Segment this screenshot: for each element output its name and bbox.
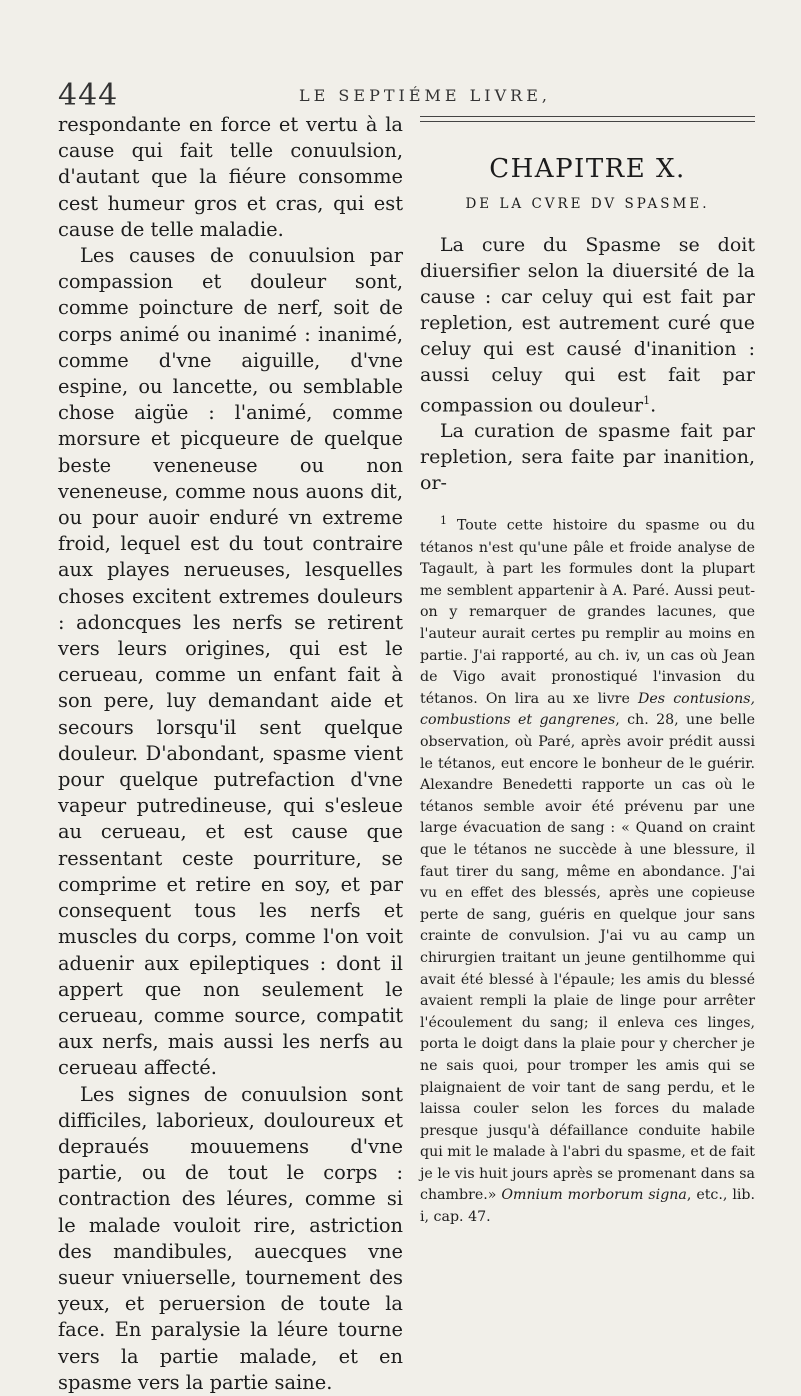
paragraph-continuation: respondante en force et vertu à la cause qui fait telle conuulsion, d'autant que la fiéure consomme cest humeur gros et cras, qui est cause de telle maladie. — [58, 113, 403, 241]
left-column — [58, 112, 403, 1396]
footnote-title-1: Des contusions, combustions et gangrenes — [420, 690, 755, 729]
footnote: $^1$ Toute cette histoire du spasme ou du tétanos n'est qu'une pâle et froide analyse de Tagault, à part les formules dont la plupart me semblent appartenir à A. Paré. Aussi peut-on y remarquer de grandes lacunes, que l'auteur aurait certes pu remplir au moins en partie. J'ai rapporté, au ch. iv, un cas où Jean de Vigo avait pronostiqué l'invasion du tétanos. On lira au xe livre Des contusions, combustions et gangrenes, ch. 28, une belle observation, où Paré, après avoir prédit aussi le tétanos, eut encore le bonheur de le guérir. Alexandre Benedetti rapporte un cas où le tétanos semble avoir été prévenu par une large évacuation de sang : « Quand on craint que le tétanos ne succède à une blessure, il faut tirer du sang, même en abondance. J'ai vu en effet des blessés, après une copieuse perte de sang, guéris en quelque jour sans crainte de convulsion. J'ai vu au camp un chirurgien traitant un jeune gentilhomme qui avait été blessé à l'épaule; les amis du blessé avaient rempli la plaie de linge pour arrêter l'écoulement du sang; il enleva ces linges, porta le doigt dans la plaie pour y chercher je ne sais quoi, pour tromper les amis qui se plaignaient de voir tant de sang perdu, et le laissa couler selon les forces du malade presque jusqu'à défaillance conduite habile qui mit le malade à l'abri du spasme, et de fait je le vis huit jours après se promenant dans sa chambre.» Omnium morborum signa, etc., lib. i, cap. 47. — [420, 514, 755, 1226]
page-number: 444 — [58, 78, 119, 113]
chapter-paragraph-1: La cure du Spasme se doit diuersifier selon la diuersité de la cause : car celuy qui est fait par repletion, est autrement curé que celuy qui est causé d'inanition : aussi celuy qui est fait par compassion ou douleur$^1$. — [420, 234, 755, 417]
right-column — [420, 116, 755, 1229]
paragraph-signs: Les signes de conuulsion sont difficiles, laborieux, douloureux et depraués mouuemens d'vne partie, ou de tout le corps : contraction des léures, comme si le malade vouloit rire, astriction des mandibules, auecques vne sueur vniuerselle, tournement des yeux, et peruersion de toute la face. En paralysie la léure tourne vers la partie malade, et en spasme vers la partie saine. — [58, 1082, 403, 1394]
paragraph-causes: Les causes de conuulsion par compassion et douleur sont, comme poincture de nerf, soit de corps animé ou inanimé : inanimé, comme d'vne aiguille, d'vne espine, ou lancette, ou semblable chose aigüe : l'animé, comme morsure et picqueure de quelque beste veneneuse ou non veneneuse, comme nous auons dit, ou pour auoir enduré vn extreme froid, lequel est du tout contraire aux playes nerueuses, lesquelles choses excitent extremes douleurs : adoncques les nerfs se retirent vers leurs origines, qui est le cerueau, comme un enfant fait à son pere, luy demandant aide et secours lorsqu'il sent quelque douleur. D'abondant, spasme vient pour quelque putrefaction d'vne vapeur putredineuse, qui s'esleue au cerueau, et est cause que ressentant ceste pourriture, se comprime et retire en soy, et par consequent tous les nerfs et muscles du corps, comme l'on voit aduenir aux epileptiques : dont il appert que non seulement le cerueau, comme source, compatit aux nerfs, mais aussi les nerfs au cerueau affecté. — [58, 244, 403, 1080]
footnote-reference: 1 — [643, 394, 651, 407]
chapter-rule — [420, 116, 755, 122]
footnote-marker: 1 — [440, 514, 447, 528]
chapter-title: CHAPITRE X. — [489, 154, 686, 184]
running-title: LE SEPTIÉME LIVRE, — [299, 86, 551, 105]
footnote-title-2: Omnium morborum signa — [501, 1187, 687, 1204]
chapter-subtitle: DE LA CVRE DV SPASME. — [465, 196, 710, 212]
chapter-paragraph-2: La curation de spasme fait par repletion, sera faite par inanition, or- — [420, 420, 755, 495]
page-header — [0, 78, 801, 114]
